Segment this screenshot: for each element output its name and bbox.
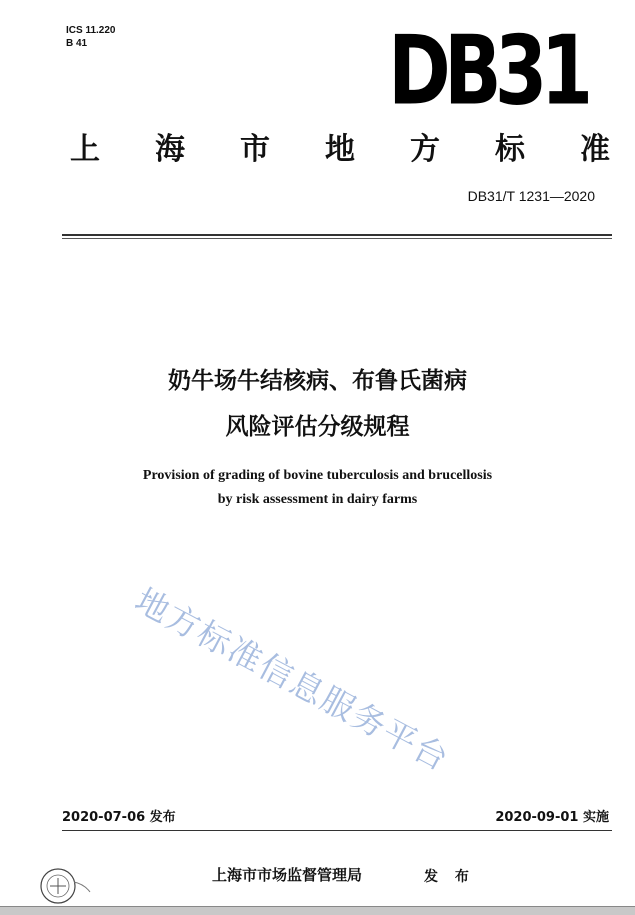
watermark-text: 地方标准信息服务平台 (128, 580, 457, 780)
db31-logo: DB31 (388, 15, 587, 127)
title-char: 方 (410, 132, 440, 167)
header-divider-thin (62, 238, 612, 239)
english-title-line1: Provision of grading of bovine tuberculosis and brucellosis (142, 468, 493, 483)
title-char: 海 (155, 132, 185, 167)
implement-date: 2020-09-01 实施 (495, 810, 609, 825)
seal-stamp-icon (36, 862, 92, 906)
standard-type-title (70, 124, 610, 168)
ics-number: ICS 11.220 (66, 25, 116, 36)
footer-divider (62, 830, 612, 831)
title-char: 市 (240, 132, 270, 167)
chinese-title-line2: 风险评估分级规程 (225, 414, 410, 440)
title-char: 地 (325, 132, 355, 167)
issuing-authority: 上海市市场监督管理局 (212, 866, 363, 884)
header-divider (62, 234, 612, 236)
title-char: 准 (580, 132, 610, 167)
chinese-title-line1: 奶牛场牛结核病、布鲁氏菌病 (168, 368, 467, 394)
standard-number: DB31/T 1231—2020 (467, 188, 595, 204)
ics-code-block (66, 24, 115, 50)
title-char: 上 (70, 132, 100, 167)
title-char: 标 (495, 132, 525, 167)
publish-date: 2020-07-06 发布 (62, 810, 176, 825)
classification-code: B 41 (66, 38, 88, 49)
english-title-line2: by risk assessment in dairy farms (217, 492, 418, 507)
issue-label: 发 布 (424, 869, 475, 885)
